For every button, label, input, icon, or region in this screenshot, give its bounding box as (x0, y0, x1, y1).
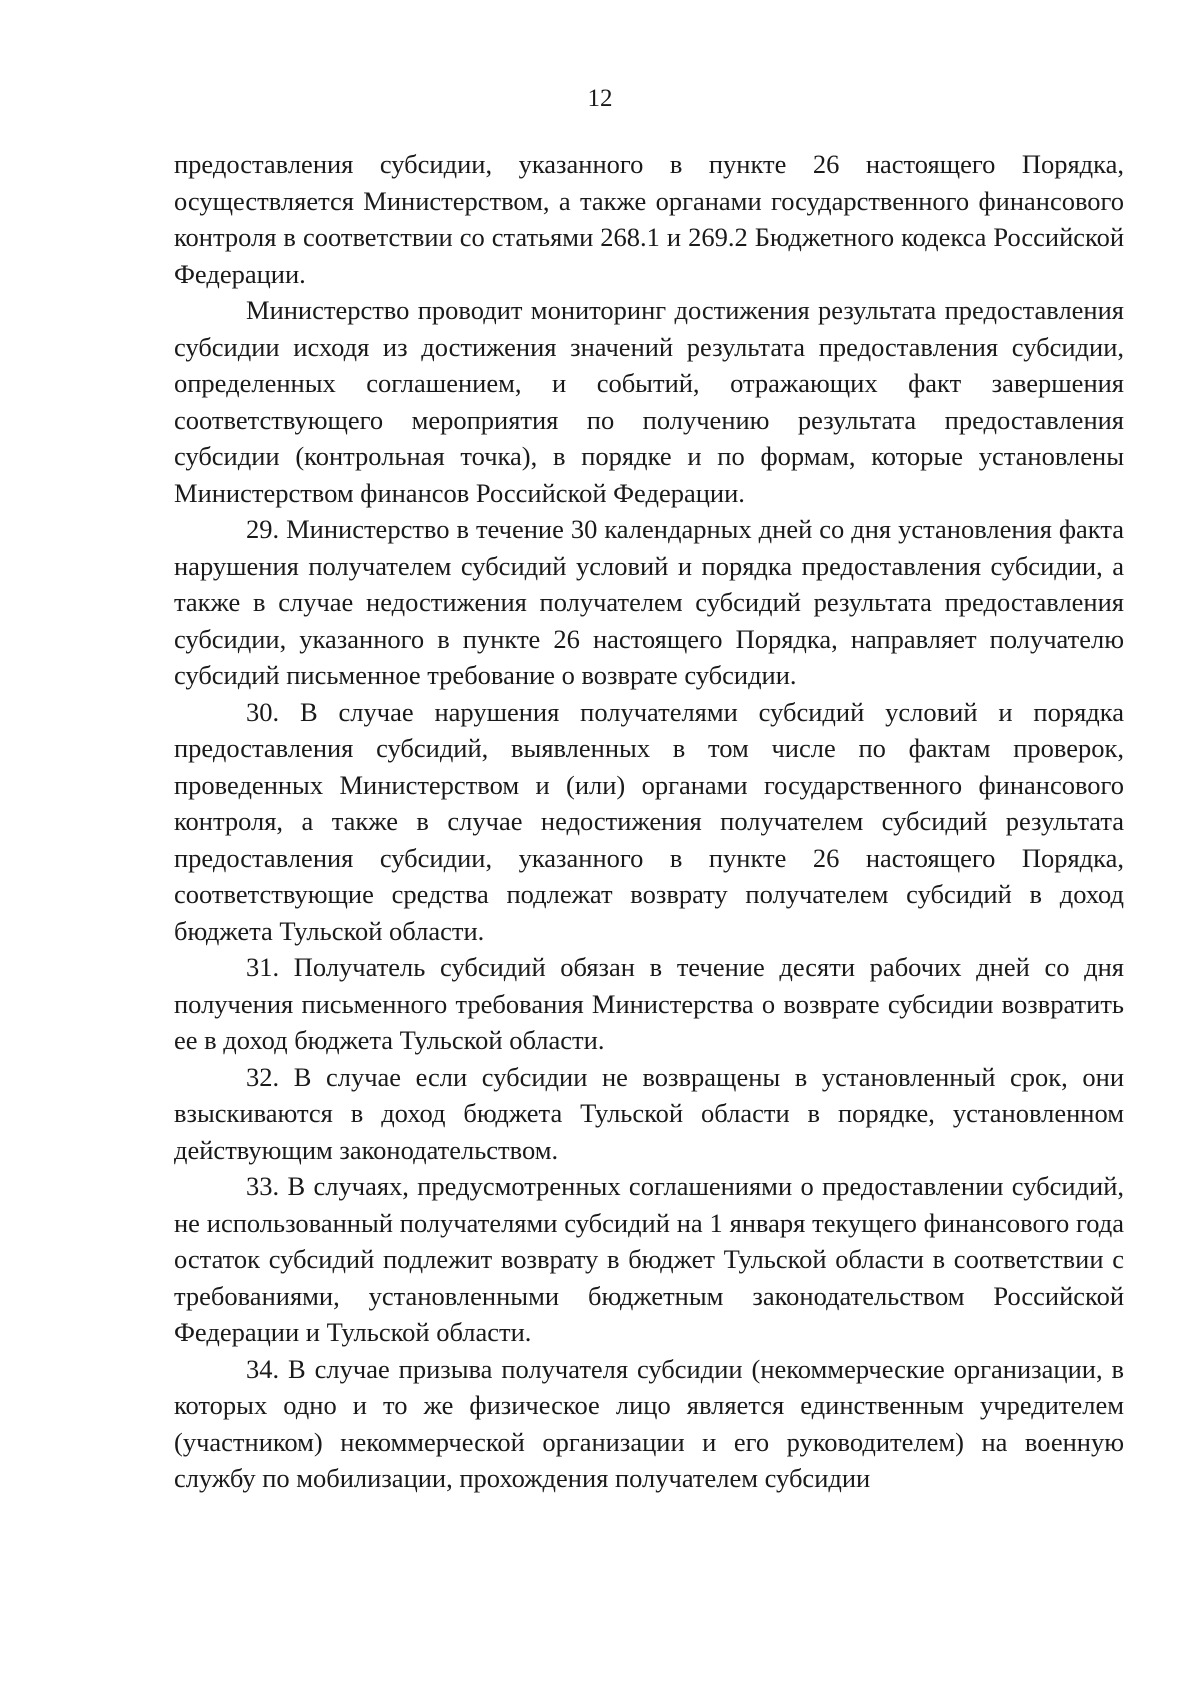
paragraph-34: 34. В случае призыва получателя субсидии (некоммерческие организации, в которых одно и то же физическое лицо является единственным учредителем (участником) некоммерческой организации и его руководителем) на военную службу по мобилизации, прохождения получателем субсидии (174, 1353, 1124, 1493)
paragraph-monitoring: Министерство проводит мониторинг достижения результата предоставления субсидии исходя из достижения значений результата предоставления субсидии, определенных соглашением, и событий, отражающих факт завершения соответствующего мероприятия по получению результата предоставления субсидии (контрольная точка), в порядке и по формам, которые установлены Министерством финансов Российской Федерации. (174, 295, 1124, 508)
paragraph-30: 30. В случае нарушения получателями субсидий условий и порядка предоставления субсидий, выявленных в том числе по фактам проверок, проведенных Министерством и (или) органами государственного финансового контроля, а также в случае недостижения получателем субсидий результата предоставления субсидии, указанного в пункте 26 настоящего Порядка, соответствующие средства подлежат возврату получателем субсидий в доход бюджета Тульской области. (174, 696, 1124, 946)
document-body (174, 146, 1124, 1497)
paragraph-33: 33. В случаях, предусмотренных соглашениями о предоставлении субсидий, не использованный получателями субсидий на 1 января текущего финансового года остаток субсидий подлежит возврату в бюджет Тульской области в соответствии с требованиями, установленными бюджетным законодательством Российской Федерации и Тульской области. (174, 1171, 1124, 1347)
paragraph-continuation: предоставления субсидии, указанного в пункте 26 настоящего Порядка, осуществляется Министерством, а также органами государственного финансового контроля в соответствии со статьями 268.1 и 269.2 Бюджетного кодекса Российской Федерации. (174, 149, 1124, 289)
page-number: 12 (587, 85, 613, 112)
paragraph-32: 32. В случае если субсидии не возвращены в установленный срок, они взыскиваются в доход бюджета Тульской области в порядке, установленном действующим законодательством. (174, 1061, 1124, 1165)
paragraph-29: 29. Министерство в течение 30 календарных дней со дня установления факта нарушения получателем субсидий условий и порядка предоставления субсидии, а также в случае недостижения получателем субсидий результата предоставления субсидии, указанного в пункте 26 настоящего Порядка, направляет получателю субсидий письменное требование о возврате субсидии. (174, 514, 1124, 690)
paragraph-31: 31. Получатель субсидий обязан в течение десяти рабочих дней со дня получения письменного требования Министерства о возврате субсидии возвратить ее в доход бюджета Тульской области. (174, 952, 1124, 1055)
